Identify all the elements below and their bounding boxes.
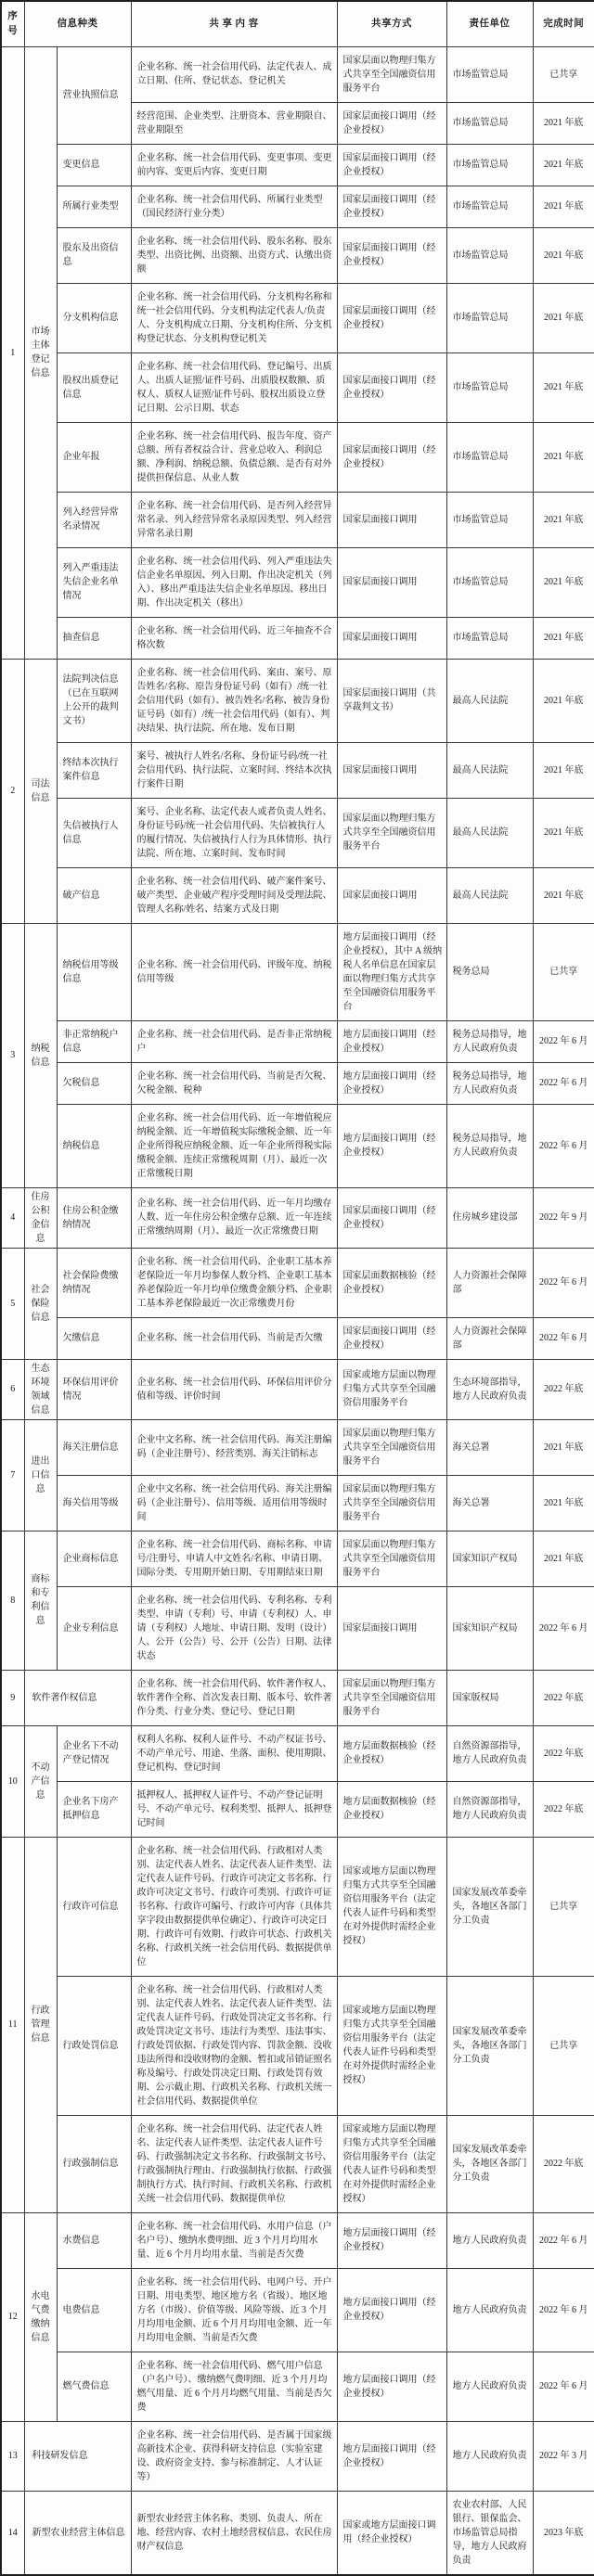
header-info-type: 信息种类 [24, 1, 131, 46]
content-cell: 企业名称、统一社会信用代码、报告年度、资产总额、所有者权益合计、营业总收入、利润总额、净利润、纳税总额、负债总额、是否有对外提供担保信息、从业人数 [131, 422, 337, 492]
table-header-row [1, 1, 594, 46]
group-label-cell: 纳税信息 [24, 923, 57, 1187]
table-row [1, 1419, 594, 1475]
table-row [1, 1670, 594, 1725]
method-cell: 国家或地方层面以物理归集方式共享至全国融资信用服务平台（法定代表人证件号码和类型在对外提供时需经企业授权） [337, 1837, 446, 1976]
method-cell: 地方层面接口调用（经企业授权） [337, 1104, 446, 1187]
unit-cell: 最高人民法院 [446, 659, 533, 742]
content-cell: 案号、企业名称、法定代表人或者负责人姓名、身份证号码/统一社会信用代码、失信被执行人的履行情况、失信被执行人行为具体情形、执行法院、所在地、立案时间、发布时间 [131, 798, 337, 867]
method-cell: 国家层面接口调用（经企业授权） [337, 186, 446, 227]
type-cell: 法院判决信息（已在互联网上公开的裁判文书） [57, 659, 131, 742]
time-cell: 2021 年底 [533, 422, 594, 492]
method-cell: 地方层面数据核验（经企业授权） [337, 1725, 446, 1781]
row-number-cell: 9 [1, 1670, 24, 1725]
method-cell: 国家层面接口调用（经企业授权） [337, 283, 446, 352]
content-cell: 案号、被执行人姓名/名称、身份证号码/统一社会信用代码、执行法院、立案时间、终结本次执行案件日期 [131, 742, 337, 798]
table-row [1, 2115, 594, 2212]
type-cell: 住房公积金缴纳情况 [57, 1187, 131, 1248]
table-row [1, 1725, 594, 1781]
row-number-cell: 6 [1, 1359, 24, 1419]
content-cell: 企业名称、统一社会信用代码、行政相对人类别、法定代表人姓名、法定代表人证件类型、法定代表人证件号码、行政处罚决定文书名称、行政处罚决定文书号、违法行为类型、违法事实、行政处罚依据、行政处罚内容、罚款金额、没收违法所得和没收财物的金额、暂扣或吊销证照名称及编号、行政处罚决定日期、行政处罚有效期、公示截止期、行政机关名称、行政机关统一社会信用代码、数据提供单位 [131, 1976, 337, 2115]
method-cell: 国家层面接口调用（共享裁判文书） [337, 659, 446, 742]
unit-cell: 最高人民法院 [446, 742, 533, 798]
method-cell: 国家或地方层面以物理归集方式共享至全国融资信用服务平台（法定代表人证件号码和类型在对外提供时需经企业授权） [337, 1976, 446, 2115]
unit-cell: 自然资源部指导，地方人民政府负责 [446, 1781, 533, 1837]
header-sharing-method: 共享方式 [337, 1, 446, 46]
type-cell: 欠税信息 [57, 1062, 131, 1104]
table-row [1, 1104, 594, 1187]
group-label-cell: 行政管理信息 [24, 1837, 57, 2212]
time-cell: 2021 年底 [533, 867, 594, 923]
type-cell: 燃气费信息 [57, 2352, 131, 2421]
table-row [1, 547, 594, 617]
table-row [1, 283, 594, 352]
type-cell: 海关信用等级 [57, 1475, 131, 1531]
table-row [1, 2491, 594, 2575]
group-label-cell: 科技研发信息 [24, 2421, 131, 2491]
content-cell: 企业名称、统一社会信用代码、环保信用评价分值和等级、评价时间 [131, 1359, 337, 1419]
unit-cell: 人力资源社会保障部 [446, 1317, 533, 1359]
table-row [1, 227, 594, 283]
table-row [1, 1248, 594, 1317]
table-row [1, 659, 594, 742]
type-cell: 电费信息 [57, 2268, 131, 2352]
content-cell: 企业名称、统一社会信用代码、案由、案号、原告姓名/名称、原告身份证号码（如有）/统一社会信用代码（如有）、被告姓名/名称、被告身份证号码（如有）/统一社会信用代码（如有）、判决结果、执行法院、所在地、发布日期 [131, 659, 337, 742]
row-number-cell: 10 [1, 1725, 24, 1837]
time-cell: 2022 年 6 月 [533, 1317, 594, 1359]
row-number-cell: 8 [1, 1531, 24, 1670]
time-cell: 2021 年底 [533, 492, 594, 547]
row-number-cell: 2 [1, 659, 24, 923]
unit-cell: 市场监管总局 [446, 492, 533, 547]
method-cell: 地方层面接口调用（经企业授权） [337, 2268, 446, 2352]
table-row [1, 144, 594, 186]
type-cell: 变更信息 [57, 144, 131, 186]
method-cell: 国家层面以物理归集方式共享至全国融资信用服务平台 [337, 1670, 446, 1725]
method-cell: 国家层面接口调用 [337, 547, 446, 617]
group-label-cell: 商标和专利信息 [24, 1531, 57, 1670]
unit-cell: 国家发展改革委牵头，各地区各部门分工负责 [446, 1976, 533, 2115]
type-cell: 企业名下房产抵押信息 [57, 1781, 131, 1837]
type-cell: 企业名下不动产登记情况 [57, 1725, 131, 1781]
type-cell: 股权出质登记信息 [57, 352, 131, 422]
table-row [1, 1359, 594, 1419]
method-cell: 国家层面接口调用（经企业授权） [337, 1187, 446, 1248]
content-cell: 企业名称、统一社会信用代码、当前是否欠缴 [131, 1317, 337, 1359]
row-number-cell: 1 [1, 46, 24, 659]
row-number-cell: 4 [1, 1187, 24, 1248]
unit-cell: 自然资源部指导，地方人民政府负责 [446, 1725, 533, 1781]
table-row [1, 2352, 594, 2421]
unit-cell: 最高人民法院 [446, 867, 533, 923]
unit-cell: 市场监管总局 [446, 46, 533, 102]
header-completion-time: 完成时间 [533, 1, 594, 46]
unit-cell: 市场监管总局 [446, 186, 533, 227]
content-cell: 企业名称、统一社会信用代码、企业职工基本养老保险近一年月均参保人数分档、企业职工基本养老保险近一年月均单位缴费金额分档、企业职工基本养老保险最近一次正常缴费月份 [131, 1248, 337, 1317]
method-cell: 国家层面以物理归集方式共享至全国融资信用服务平台 [337, 46, 446, 102]
content-cell: 企业名称、统一社会信用代码、近一年增值税应纳税金额、近一年增值税实际缴税金额、近一年企业所得税应纳税金额、近一年企业所得税实际缴税金额、连续正常缴税周期（月）、最近一次正常缴税日期 [131, 1104, 337, 1187]
unit-cell: 人力资源社会保障部 [446, 1248, 533, 1317]
group-label-cell: 进出口信息 [24, 1419, 57, 1531]
table-row [1, 422, 594, 492]
time-cell: 2022 年底 [533, 1725, 594, 1781]
unit-cell: 市场监管总局 [446, 547, 533, 617]
content-cell: 企业名称、统一社会信用代码、列入严重违法失信企业名单原因、列入日期、作出决定机关（列入）、移出严重违法失信企业名单原因、移出日期、作出决定机关（移出） [131, 547, 337, 617]
content-cell: 抵押权人、抵押权人证件号、不动产登记证明号、不动产单元号、权利类型、抵押人、抵押登记时间 [131, 1781, 337, 1837]
type-cell: 企业商标信息 [57, 1531, 131, 1586]
time-cell: 2022 年底 [533, 1670, 594, 1725]
content-cell: 企业名称、统一社会信用代码、分支机构名称和统一社会信用代码、分支机构法定代表人/负责人、分支机构成立日期、分支机构住所、分支机构登记状态、分支机构登记机关 [131, 283, 337, 352]
time-cell: 2021 年底 [533, 1531, 594, 1586]
method-cell: 地方层面接口调用（经企业授权） [337, 2421, 446, 2491]
time-cell: 已共享 [533, 1837, 594, 1976]
time-cell: 2022 年 6 月 [533, 1020, 594, 1062]
content-cell: 企业名称、统一社会信用代码、燃气用户信息（户名户号）、缴纳燃气费明细、近 3 个月月均燃气用量、近 6 个月月均燃气用量、当前是否欠费 [131, 2352, 337, 2421]
table-row [1, 186, 594, 227]
method-cell: 国家层面接口调用（经企业授权） [337, 1317, 446, 1359]
unit-cell: 地方人民政府负责 [446, 2268, 533, 2352]
table-row [1, 1837, 594, 1976]
type-cell: 非正常纳税户信息 [57, 1020, 131, 1062]
method-cell: 国家或地方层面以物理归集方式共享至全国融资信用服务平台 [337, 1359, 446, 1419]
table-row [1, 617, 594, 659]
group-label-cell: 不动产信息 [24, 1725, 57, 1837]
type-cell: 列入经营异常名录情况 [57, 492, 131, 547]
time-cell: 2022 年 9 月 [533, 1187, 594, 1248]
header-responsible-unit: 责任单位 [446, 1, 533, 46]
table-row [1, 1976, 594, 2115]
time-cell: 2021 年底 [533, 1475, 594, 1531]
content-cell: 新型农业经营主体名称、类别、负责人、所在地、经营内容、农村土地经营权信息、农民住房财产权信息 [131, 2491, 337, 2575]
method-cell: 地方层面数据核验（经企业授权） [337, 1781, 446, 1837]
table-row [1, 1531, 594, 1586]
type-cell: 失信被执行人信息 [57, 798, 131, 867]
table-row [1, 46, 594, 102]
row-number-cell: 5 [1, 1248, 24, 1359]
method-cell: 国家层面以物理归集方式共享至全国融资信用服务平台 [337, 1531, 446, 1586]
type-cell: 股东及出资信息 [57, 227, 131, 283]
table-row [1, 2212, 594, 2268]
table-row [1, 2421, 594, 2491]
time-cell: 2022 年 6 月 [533, 1248, 594, 1317]
content-cell: 企业名称、统一社会信用代码、专利名称、专利类型、申请（专利）号、申请（专利权）人、申请（专利权）人地址、申请日期、发明（设计）人、公开（公告）号、公开（公告）日期、法律状态 [131, 1586, 337, 1670]
time-cell: 2021 年底 [533, 283, 594, 352]
type-cell: 纳税信用等级信息 [57, 923, 131, 1020]
group-label-cell: 社会保险信息 [24, 1248, 57, 1359]
type-cell: 纳税信息 [57, 1104, 131, 1187]
content-cell: 企业名称、统一社会信用代码、是否列入经营异常名录、列入经营异常名录原因类型、列入经营异常名录日期 [131, 492, 337, 547]
header-serial-number: 序号 [1, 1, 24, 46]
method-cell: 地方层面接口调用（经企业授权），其中 A 级纳税人名单信息在国家层面以物理归集方式共享至全国融资信用服务平台 [337, 923, 446, 1020]
content-cell: 企业中文名称、统一社会信用代码、海关注册编码（企业注册号）、信用等级、适用信用等级时间 [131, 1475, 337, 1531]
content-cell: 企业名称、统一社会信用代码、是否属于国家级高新技术企业、获得科研支持信息（实验室建设、政府资金支持、参与标准制定、人才认证等） [131, 2421, 337, 2491]
type-cell: 海关注册信息 [57, 1419, 131, 1475]
table-row [1, 867, 594, 923]
content-cell: 权利人名称、权利人证件号、不动产权证书号、不动产单元号、用途、坐落、面积、使用期限、登记机构、登记时间 [131, 1725, 337, 1781]
row-number-cell: 12 [1, 2212, 24, 2421]
unit-cell: 市场监管总局 [446, 283, 533, 352]
method-cell: 地方层面接口调用（经企业授权） [337, 2212, 446, 2268]
method-cell: 国家层面接口调用 [337, 1586, 446, 1670]
row-number-cell: 11 [1, 1837, 24, 2212]
table-row [1, 352, 594, 422]
unit-cell: 国家版权局 [446, 1670, 533, 1725]
time-cell: 2023 年底 [533, 2491, 594, 2575]
table-row [1, 492, 594, 547]
time-cell: 已共享 [533, 1976, 594, 2115]
content-cell: 企业名称、统一社会信用代码、登记编号、出质人、出质人证照/证件号码、出质股权数额、质权人、质权人证照/证件号码、股权出质设立登记日期、公示日期、状态 [131, 352, 337, 422]
unit-cell: 税务总局指导，地方人民政府负责 [446, 1062, 533, 1104]
content-cell: 企业名称、统一社会信用代码、法定代表人姓名、法定代表人证件类型、法定代表人证件号码、行政强制决定文书名称、行政强制文书号、行政强制执行理由、行政强制执行依据、行政强制执行方式、执行时间、行政机关名称、行政机关统一社会信用代码、数据提供单位 [131, 2115, 337, 2212]
table-row [1, 923, 594, 1020]
table-row [1, 1020, 594, 1062]
table-row [1, 1586, 594, 1670]
method-cell: 国家层面接口调用（经企业授权） [337, 422, 446, 492]
method-cell: 国家层面以物理归集方式共享至全国融资信用服务平台 [337, 798, 446, 867]
method-cell: 国家层面数据核验（经企业授权） [337, 1248, 446, 1317]
content-cell: 企业名称、统一社会信用代码、股东名称、股东类型、出资比例、出资额、出资方式、认缴出资额 [131, 227, 337, 283]
unit-cell: 税务总局指导，地方人民政府负责 [446, 1020, 533, 1062]
content-cell: 经营范围、企业类型、注册资本、营业期限自、营业期限至 [131, 102, 337, 144]
time-cell: 2021 年底 [533, 742, 594, 798]
unit-cell: 税务总局指导，地方人民政府负责 [446, 1104, 533, 1187]
type-cell: 行政强制信息 [57, 2115, 131, 2212]
method-cell: 国家层面以物理归集方式共享至全国融资信用服务平台 [337, 1475, 446, 1531]
table-row [1, 1781, 594, 1837]
content-cell: 企业名称、统一社会信用代码、近三年抽查不合格次数 [131, 617, 337, 659]
content-cell: 企业名称、统一社会信用代码、行政相对人类别、法定代表人姓名、法定代表人证件类型、法定代表人证件号码、行政许可决定文书名称、行政许可决定文书号、行政许可类别、行政许可证书名称、行政许可编号、行政许可内容（具体共享字段由数据提供单位确定）、行政许可决定日期、行政许可有效期、行政许可状态、行政机关名称、行政机关统一社会信用代码、数据提供单位 [131, 1837, 337, 1976]
unit-cell: 市场监管总局 [446, 102, 533, 144]
row-number-cell: 14 [1, 2491, 24, 2575]
unit-cell: 市场监管总局 [446, 227, 533, 283]
time-cell: 2022 年底 [533, 1359, 594, 1419]
group-label-cell: 新型农业经营主体信息 [24, 2491, 131, 2575]
type-cell: 欠缴信息 [57, 1317, 131, 1359]
group-label-cell: 生态环境领域信息 [24, 1359, 57, 1419]
method-cell: 地方层面接口调用（经企业授权） [337, 1062, 446, 1104]
type-cell: 营业执照信息 [57, 46, 131, 144]
table-row [1, 2268, 594, 2352]
type-cell: 列入严重违法失信企业名单情况 [57, 547, 131, 617]
time-cell: 2022 年 6 月 [533, 1104, 594, 1187]
unit-cell: 国家知识产权局 [446, 1531, 533, 1586]
type-cell: 环保信用评价情况 [57, 1359, 131, 1419]
method-cell: 地方层面接口调用（经企业授权） [337, 2352, 446, 2421]
method-cell: 地方层面接口调用（经企业授权） [337, 1020, 446, 1062]
time-cell: 2022 年 6 月 [533, 2212, 594, 2268]
type-cell: 社会保险费缴纳情况 [57, 1248, 131, 1317]
unit-cell: 农业农村部、人民银行、银保监会、市场监管总局指导，地方人民政府负责 [446, 2491, 533, 2575]
type-cell: 水费信息 [57, 2212, 131, 2268]
method-cell: 国家层面接口调用（经企业授权） [337, 352, 446, 422]
time-cell: 已共享 [533, 923, 594, 1020]
unit-cell: 税务总局 [446, 923, 533, 1020]
group-label-cell: 住房公积金信息 [24, 1187, 57, 1248]
type-cell: 破产信息 [57, 867, 131, 923]
type-cell: 企业年报 [57, 422, 131, 492]
unit-cell: 住房城乡建设部 [446, 1187, 533, 1248]
unit-cell: 最高人民法院 [446, 798, 533, 867]
table-row [1, 798, 594, 867]
time-cell: 2022 年 6 月 [533, 1586, 594, 1670]
time-cell: 2021 年底 [533, 186, 594, 227]
time-cell: 2022 年底 [533, 1781, 594, 1837]
unit-cell: 地方人民政府负责 [446, 2352, 533, 2421]
content-cell: 企业名称、统一社会信用代码、破产案件案号、破产类型、企业破产程序受理时间及受理法院、管理人名称/姓名、结案方式及日期 [131, 867, 337, 923]
row-number-cell: 3 [1, 923, 24, 1187]
method-cell: 国家层面接口调用 [337, 617, 446, 659]
type-cell: 行政许可信息 [57, 1837, 131, 1976]
table-row [1, 1475, 594, 1531]
unit-cell: 海关总署 [446, 1419, 533, 1475]
method-cell: 国家层面接口调用（经企业授权） [337, 227, 446, 283]
time-cell: 2021 年底 [533, 659, 594, 742]
unit-cell: 地方人民政府负责 [446, 2421, 533, 2491]
row-number-cell: 13 [1, 2421, 24, 2491]
method-cell: 国家层面接口调用（经企业授权） [337, 102, 446, 144]
time-cell: 2022 年 6 月 [533, 2268, 594, 2352]
time-cell: 2021 年底 [533, 227, 594, 283]
content-cell: 企业名称、统一社会信用代码、当前是否欠税、欠税金额、税种 [131, 1062, 337, 1104]
time-cell: 2021 年底 [533, 352, 594, 422]
content-cell: 企业名称、统一社会信用代码、所属行业类型（国民经济行业分类） [131, 186, 337, 227]
content-cell: 企业中文名称、统一社会信用代码、海关注册编码（企业注册号）、经营类别、海关注销标志 [131, 1419, 337, 1475]
type-cell: 所属行业类型 [57, 186, 131, 227]
unit-cell: 地方人民政府负责 [446, 2212, 533, 2268]
method-cell: 国家层面接口调用 [337, 492, 446, 547]
time-cell: 2021 年底 [533, 547, 594, 617]
unit-cell: 市场监管总局 [446, 352, 533, 422]
group-label-cell: 司法信息 [24, 659, 57, 923]
unit-cell: 海关总署 [446, 1475, 533, 1531]
time-cell: 2022 年 6 月 [533, 2352, 594, 2421]
content-cell: 企业名称、统一社会信用代码、商标名称、申请号/注册号、申请人中文姓名/名称、申请日期、国际分类、专用期开始日期、专用期结束日期 [131, 1531, 337, 1586]
type-cell: 行政处罚信息 [57, 1976, 131, 2115]
content-cell: 企业名称、统一社会信用代码、近一年月均缴存人数、近一年住房公积金缴存总额、近一年连续正常缴纳周期（月）、最近一次正常缴费日期 [131, 1187, 337, 1248]
unit-cell: 国家发展改革委牵头，各地区各部门分工负责 [446, 2115, 533, 2212]
method-cell: 国家层面以物理归集方式共享至全国融资信用服务平台 [337, 1419, 446, 1475]
unit-cell: 市场监管总局 [446, 422, 533, 492]
content-cell: 企业名称、统一社会信用代码、评级年度、纳税信用等级 [131, 923, 337, 1020]
unit-cell: 国家发展改革委牵头，各地区各部门分工负责 [446, 1837, 533, 1976]
unit-cell: 市场监管总局 [446, 144, 533, 186]
type-cell: 分支机构信息 [57, 283, 131, 352]
unit-cell: 生态环境部指导，地方人民政府负责 [446, 1359, 533, 1419]
group-label-cell: 市场主体登记信息 [24, 46, 57, 659]
content-cell: 企业名称、统一社会信用代码、是否非正常纳税户 [131, 1020, 337, 1062]
time-cell: 2021 年底 [533, 798, 594, 867]
table-row [1, 1062, 594, 1104]
type-cell: 抽查信息 [57, 617, 131, 659]
content-cell: 企业名称、统一社会信用代码、软件著作权人、软件著作全称、首次发表日期、版本号、软件著作分类、行业分类、登记号、登记日期 [131, 1670, 337, 1725]
content-cell: 企业名称、统一社会信用代码、变更事项、变更前内容、变更后内容、变更日期 [131, 144, 337, 186]
time-cell: 2021 年底 [533, 617, 594, 659]
method-cell: 国家层面接口调用（经企业授权） [337, 144, 446, 186]
group-label-cell: 软件著作权信息 [24, 1670, 131, 1725]
table-body [1, 46, 594, 2575]
group-label-cell: 水电气费缴纳信息 [24, 2212, 57, 2421]
content-cell: 企业名称、统一社会信用代码、水用户信息（户名户号）、缴纳水费明细、近 3 个月月均用水量、近 6 个月月均用水量、当前是否欠费 [131, 2212, 337, 2268]
method-cell: 国家或地方层面以物理归集方式共享至全国融资信用服务平台（法定代表人证件号码和类型在对外提供时需经企业授权） [337, 2115, 446, 2212]
unit-cell: 国家知识产权局 [446, 1586, 533, 1670]
type-cell: 终结本次执行案件信息 [57, 742, 131, 798]
time-cell: 2021 年底 [533, 102, 594, 144]
table-row [1, 1187, 594, 1248]
type-cell: 企业专利信息 [57, 1586, 131, 1670]
unit-cell: 市场监管总局 [446, 617, 533, 659]
time-cell: 2021 年底 [533, 144, 594, 186]
row-number-cell: 7 [1, 1419, 24, 1531]
time-cell: 2022 年 3 月 [533, 2421, 594, 2491]
content-cell: 企业名称、统一社会信用代码、法定代表人、成立日期、住所、登记状态、登记机关 [131, 46, 337, 102]
table-row [1, 1317, 594, 1359]
time-cell: 2021 年底 [533, 1419, 594, 1475]
method-cell: 国家层面接口调用 [337, 867, 446, 923]
method-cell: 国家或地方层面接口调用（经企业授权） [337, 2491, 446, 2575]
method-cell: 国家层面接口调用 [337, 742, 446, 798]
time-cell: 2022 年底 [533, 2115, 594, 2212]
time-cell: 2022 年 6 月 [533, 1062, 594, 1104]
content-cell: 企业名称、统一社会信用代码、电网户号、开户日期、用电类型、地区地方名（省级）、地区地方名（市级）、价值等级、风险等级、近 3 个月月均用电金额、近 6 个月月均用电金额、近一年月均用电金额、当前是否欠费 [131, 2268, 337, 2352]
header-shared-content: 共 享 内 容 [131, 1, 337, 46]
time-cell: 已共享 [533, 46, 594, 102]
table-row [1, 742, 594, 798]
